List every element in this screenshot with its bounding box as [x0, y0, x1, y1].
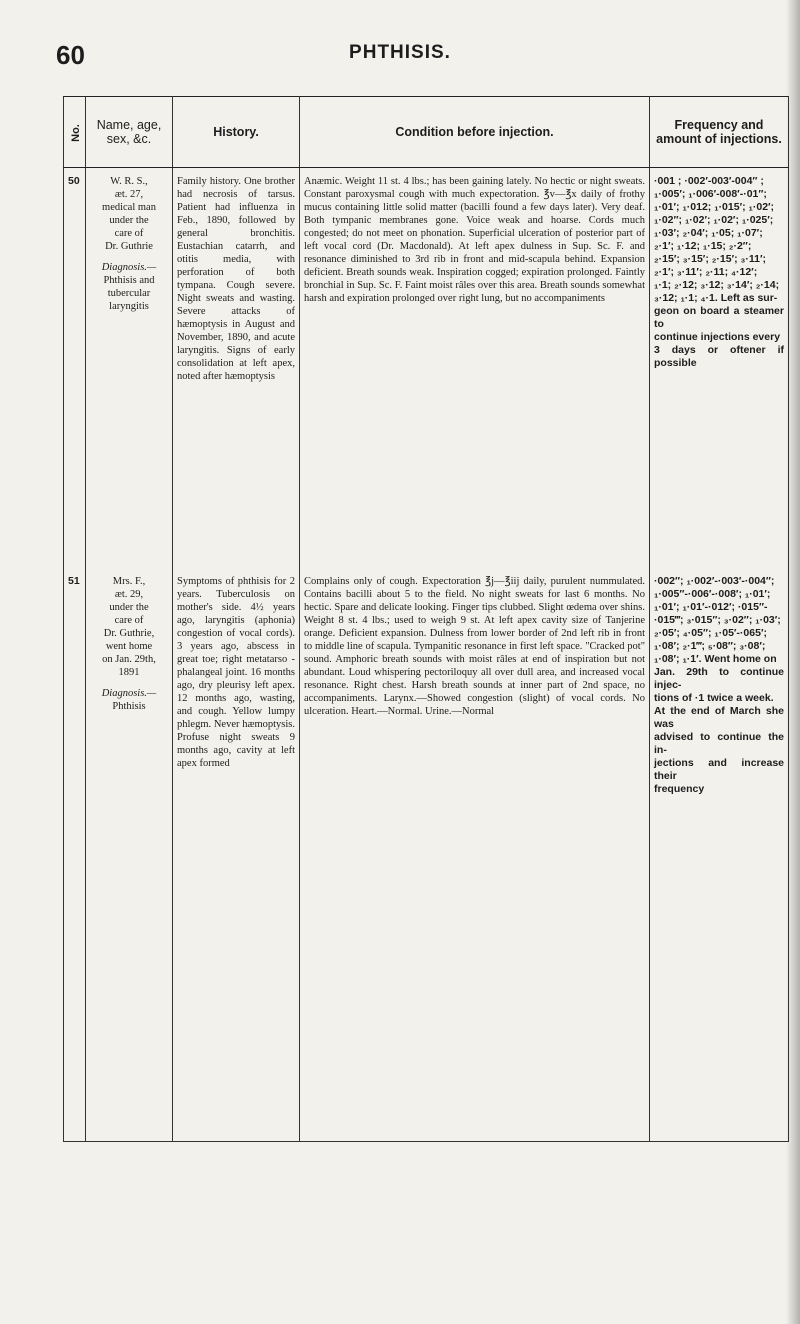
frequency-line: tions of ·1 twice a week.	[654, 692, 774, 704]
history-cell: Family history. One brother had necrosis of tarsus. Patient had influenza in Feb., 1890, followed by general bronchitis. Eustachian catarrh, and otitis media, with perforation of both tympana. Cough severe. Night sweats and wasting. Severe attacks of hæmoptysis in August and November, 1890, and acute laryngitis. Signs of early consolidation at left apex, noted after hæmoptysis	[173, 168, 300, 568]
frequency-line: continue injections every	[654, 331, 781, 343]
frequency-line: ·001 ; ·002′-003′-004″ ;	[654, 175, 764, 187]
frequency-line: ₁·01′; ₁·01′-·012′; ·015″-	[654, 601, 768, 613]
diagnosis-label: Diagnosis.—	[101, 262, 157, 273]
frequency-line: ₂·1′; ₃·11′; ₂·11; ₄·12′;	[654, 266, 758, 278]
patient-line: Dr. Guthrie,	[103, 628, 155, 639]
case-table	[63, 96, 789, 1142]
case-number: 50	[64, 168, 86, 568]
patient-line: medical man	[102, 202, 156, 213]
patient-line: under the	[109, 215, 149, 226]
patient-line: Mrs. F.,	[112, 576, 146, 587]
header-condition: Condition before injection.	[300, 97, 650, 168]
frequency-line: ·002″; ₁·002′-·003′-·004″;	[654, 575, 775, 587]
frequency-line: Jan. 29th to continue injec-	[654, 666, 784, 691]
header-frequency: Frequency and amount of injections.	[650, 97, 789, 168]
frequency-line: ₁·01′; ₁·012; ₁·015′; ₁·02′;	[654, 201, 775, 213]
header-history: History.	[173, 97, 300, 168]
table-row	[64, 567, 789, 1142]
frequency-line: jections and increase their	[654, 757, 784, 782]
frequency-line: advised to continue the in-	[654, 731, 784, 756]
condition-cell: Anæmic. Weight 11 st. 4 lbs.; has been gaining lately. No hectic or night sweats. Constant paroxysmal cough with much expectoration. ℥v—℥x daily of frothy mucus containing little solid matter (bacilli found a few days later). Very deaf. Both tympanic membranes gone. Voice weak and hoarse. Cords much congested; do not meet on phonation. Superficial ulceration of posterior part of left vocal cord (Dr. Macdonald). At left apex dulness in Sup. Sc. F. and resonance diminished to 3rd rib in front and mid-scapula behind. Expansion deficient. Breath sounds weak. Inspiration cogged; expiration prolonged. Faintly bronchial in Sup. Sc. F. Faint moist râles over this area. Breath sounds somewhat harsh and expiration prolonged over right lung, but no accompaniments	[300, 168, 650, 568]
table-row	[64, 168, 789, 568]
diagnosis-label: Diagnosis.—	[101, 688, 157, 699]
patient-line: Dr. Guthrie	[105, 241, 153, 252]
header-name: Name, age, sex, &c.	[86, 97, 173, 168]
history-cell: Symptoms of phthisis for 2 years. Tuberculosis on mother's side. 4½ years ago, laryngitis (aphonia) congestion of vocal cords). 3 years ago, abscess in great toe; right metatarso - phalangeal joint. 16 months ago, dry pleurisy left apex. 12 months ago, wasting, and cough. Yellow lumpy phlegm. Never hæmoptysis. Profuse night sweats 9 months ago, cavity at left apex formed	[173, 567, 300, 1142]
table-header-row	[64, 97, 789, 168]
patient-line: æt. 27,	[114, 189, 144, 200]
frequency-line: ₂·15′; ₃·15′; ₂·15′; ₃·11′;	[654, 253, 766, 265]
frequency-line: frequency	[654, 783, 705, 795]
frequency-line: ₁·08′; ₁·1′. Went home on	[654, 653, 777, 665]
frequency-line: ₁·03′; ₂·04′; ₁·05; ₁·07′;	[654, 227, 763, 239]
patient-line: W. R. S.,	[110, 176, 148, 187]
frequency-line: ₁·1; ₂·12; ₃·12; ₃·14′; ₂·14;	[654, 279, 780, 291]
patient-line: 1891	[118, 667, 140, 678]
case-number: 51	[64, 567, 86, 1142]
page-number: 60	[56, 40, 85, 70]
frequency-cell	[650, 567, 789, 1142]
frequency-line: ₂·05′; ₄·05″; ₁·05′-·065′;	[654, 627, 767, 639]
frequency-line: At the end of March she was	[654, 705, 784, 730]
patient-line: æt. 29,	[114, 589, 144, 600]
patient-line: care of	[114, 228, 144, 239]
frequency-line: 3 days or oftener if possible	[654, 344, 784, 369]
patient-line: care of	[114, 615, 144, 626]
diagnosis-line: Phthisis	[112, 701, 146, 712]
frequency-cell	[650, 168, 789, 568]
frequency-line: ₁·08′; ₂·1‴; ₅·08″; ₃·08′;	[654, 640, 766, 652]
frequency-line: ·015‴; ₃·015″; ₃·02″; ₁·03′;	[654, 614, 781, 626]
frequency-line: ₁·02″; ₁·02′; ₁·02′; ₁·025′;	[654, 214, 774, 226]
patient-cell	[86, 168, 173, 568]
patient-line: under the	[109, 602, 149, 613]
running-head: PHTHISIS.	[349, 42, 451, 63]
frequency-line: geon on board a steamer to	[654, 305, 784, 330]
frequency-line: ₁·005″-·006′-·008′; ₁·01′;	[654, 588, 771, 600]
frequency-line: ₁·005′; ₁·006′-008′-·01″;	[654, 188, 767, 200]
header-no: No.	[64, 97, 86, 168]
diagnosis-line: laryngitis	[109, 301, 149, 312]
condition-cell: Complains only of cough. Expectoration ℥j—℥iij daily, purulent nummulated. Contains bacilli about 5 to the field. No night sweats for last 6 months. No hectic. Spare and delicate looking. Finger tips clubbed. Slight œdema over shins. Weight 8 st. 4 lbs.; used to weigh 9 st. At left apex cavity size of Tanjerine orange. Deficient expansion. Dulness from lower border of 2nd left rib in front to middle line of scapula. Tympanitic resonance in first left space. "Cracked pot" sound. Amphoric breath sounds with moist râles at end of inspiration but not abundant. Loud whispering pectoriloquy all over dull area, and increased vocal resonance. Right chest. Harsh breath sounds at inner part of 2nd space, no accompaniments. Larynx.—Showed congestion (slight) of vocal cords. No ulceration. Heart.—Normal. Urine.—Normal	[300, 567, 650, 1142]
patient-cell	[86, 567, 173, 1142]
frequency-line: ₂·1′; ₁·12; ₁·15; ₂·2″;	[654, 240, 752, 252]
patient-line: on Jan. 29th,	[102, 654, 156, 665]
diagnosis-line: tubercular	[107, 288, 151, 299]
diagnosis-line: Phthisis and	[103, 275, 155, 286]
patient-line: went home	[105, 641, 153, 652]
frequency-line: ₃·12; ₁·1; ₄·1. Left as sur-	[654, 292, 778, 304]
